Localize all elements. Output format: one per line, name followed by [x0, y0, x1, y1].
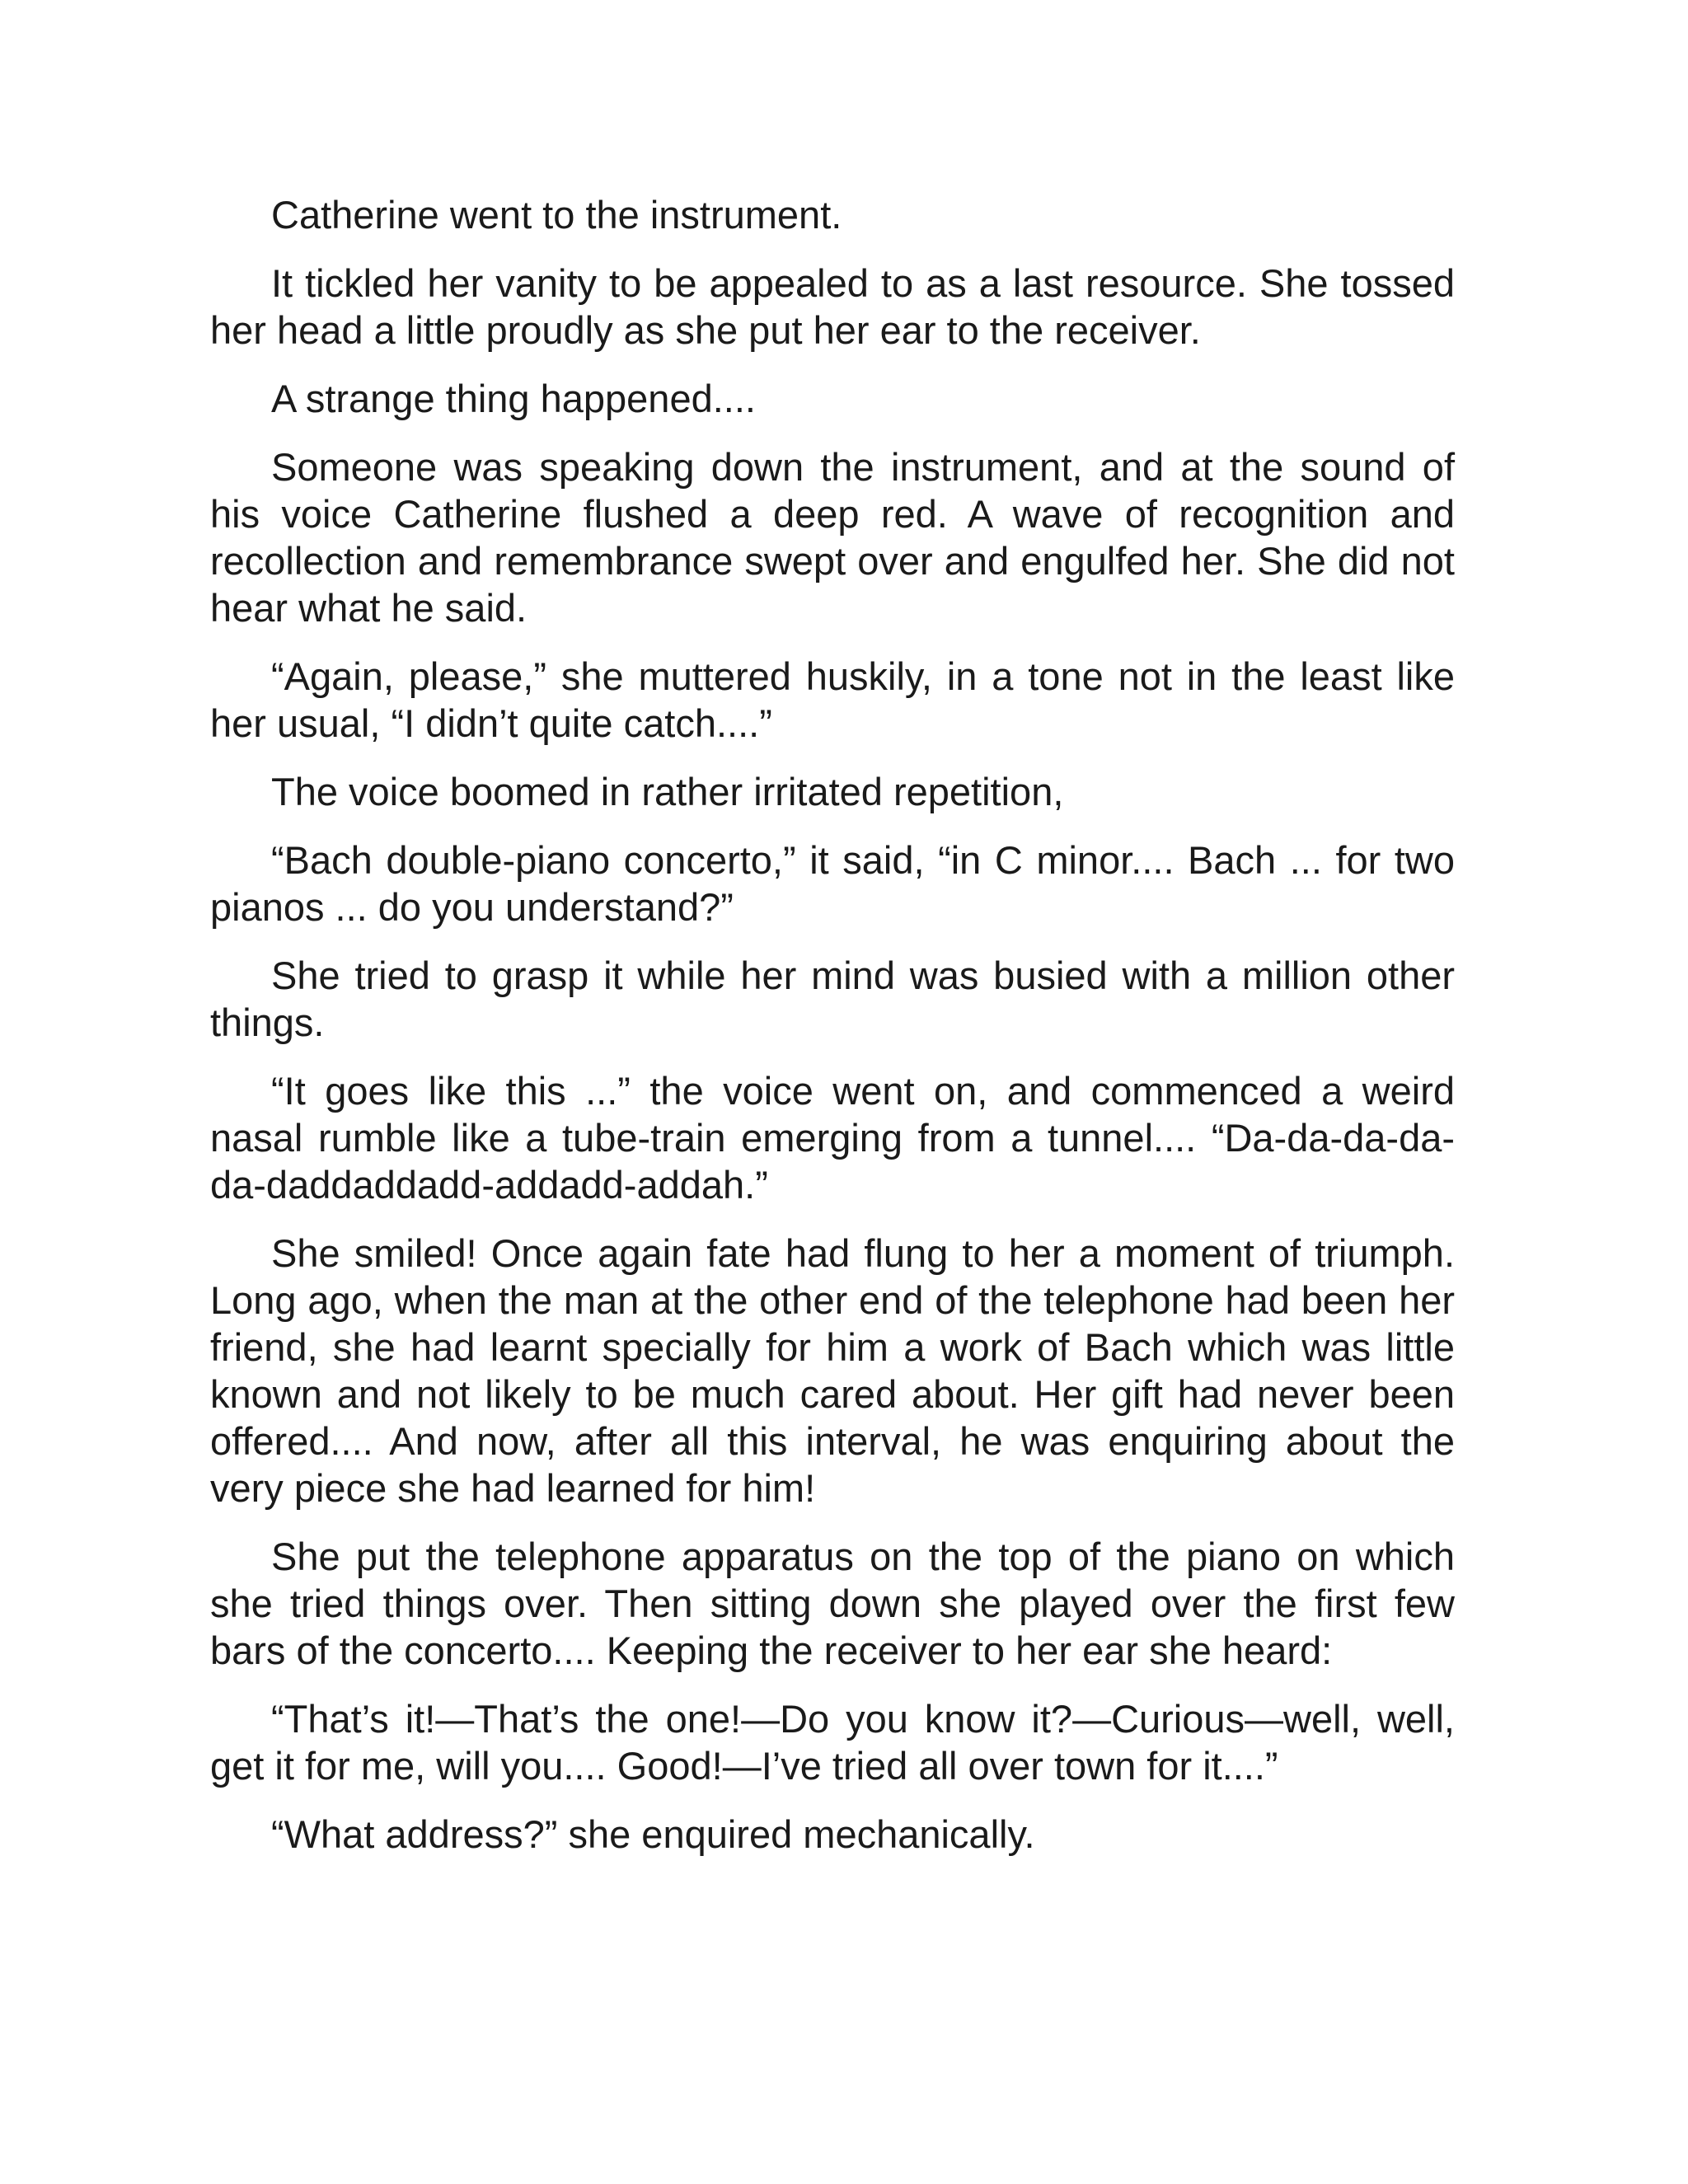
paragraph: It tickled her vanity to be appealed to as a last resource. She tossed her head a little proudly as she put her ear to the receiver.: [210, 261, 1455, 352]
paragraph: She tried to grasp it while her mind was busied with a million other things.: [210, 954, 1455, 1044]
paragraph: “It goes like this ...” the voice went on, and commenced a weird nasal rumble like a tube-train emerging from a tunnel.... “Da-da-da-da-da-daddaddadd-addadd-addah.”: [210, 1069, 1455, 1207]
paragraph: A strange thing happened....: [271, 377, 756, 420]
paragraph: She put the telephone apparatus on the top of the piano on which she tried things over. Then sitting down she played over the first few bars of the concerto.... Keeping the receiver to her ear she heard:: [210, 1535, 1455, 1672]
paragraph: “What address?” she enquired mechanically.: [271, 1812, 1035, 1856]
paragraph: She smiled! Once again fate had flung to her a moment of triumph. Long ago, when the man at the other end of the telephone had been her friend, she had learnt specially for him a work of Bach which was little known and not likely to be much cared about. Her gift had never been offered.... And now, after all this interval, he was enquiring about the very piece she had learned for him!: [210, 1231, 1455, 1510]
paragraph: Someone was speaking down the instrument, and at the sound of his voice Catherine flushed a deep red. A wave of recognition and recollection and remembrance swept over and engulfed her. She did not hear what he said.: [210, 445, 1455, 630]
body-text: [210, 191, 1455, 1879]
paragraph: Catherine went to the instrument.: [271, 193, 842, 237]
paragraph: “Bach double-piano concerto,” it said, “in C minor.... Bach ... for two pianos ... do you understand?”: [210, 838, 1455, 929]
paragraph: The voice boomed in rather irritated repetition,: [271, 770, 1064, 813]
paragraph: “That’s it!—That’s the one!—Do you know it?—Curious—well, well, get it for me, will you.... Good!—I’ve tried all over town for it....”: [210, 1697, 1455, 1788]
paragraph: “Again, please,” she muttered huskily, in a tone not in the least like her usual, “I didn’t quite catch....”: [210, 654, 1455, 745]
